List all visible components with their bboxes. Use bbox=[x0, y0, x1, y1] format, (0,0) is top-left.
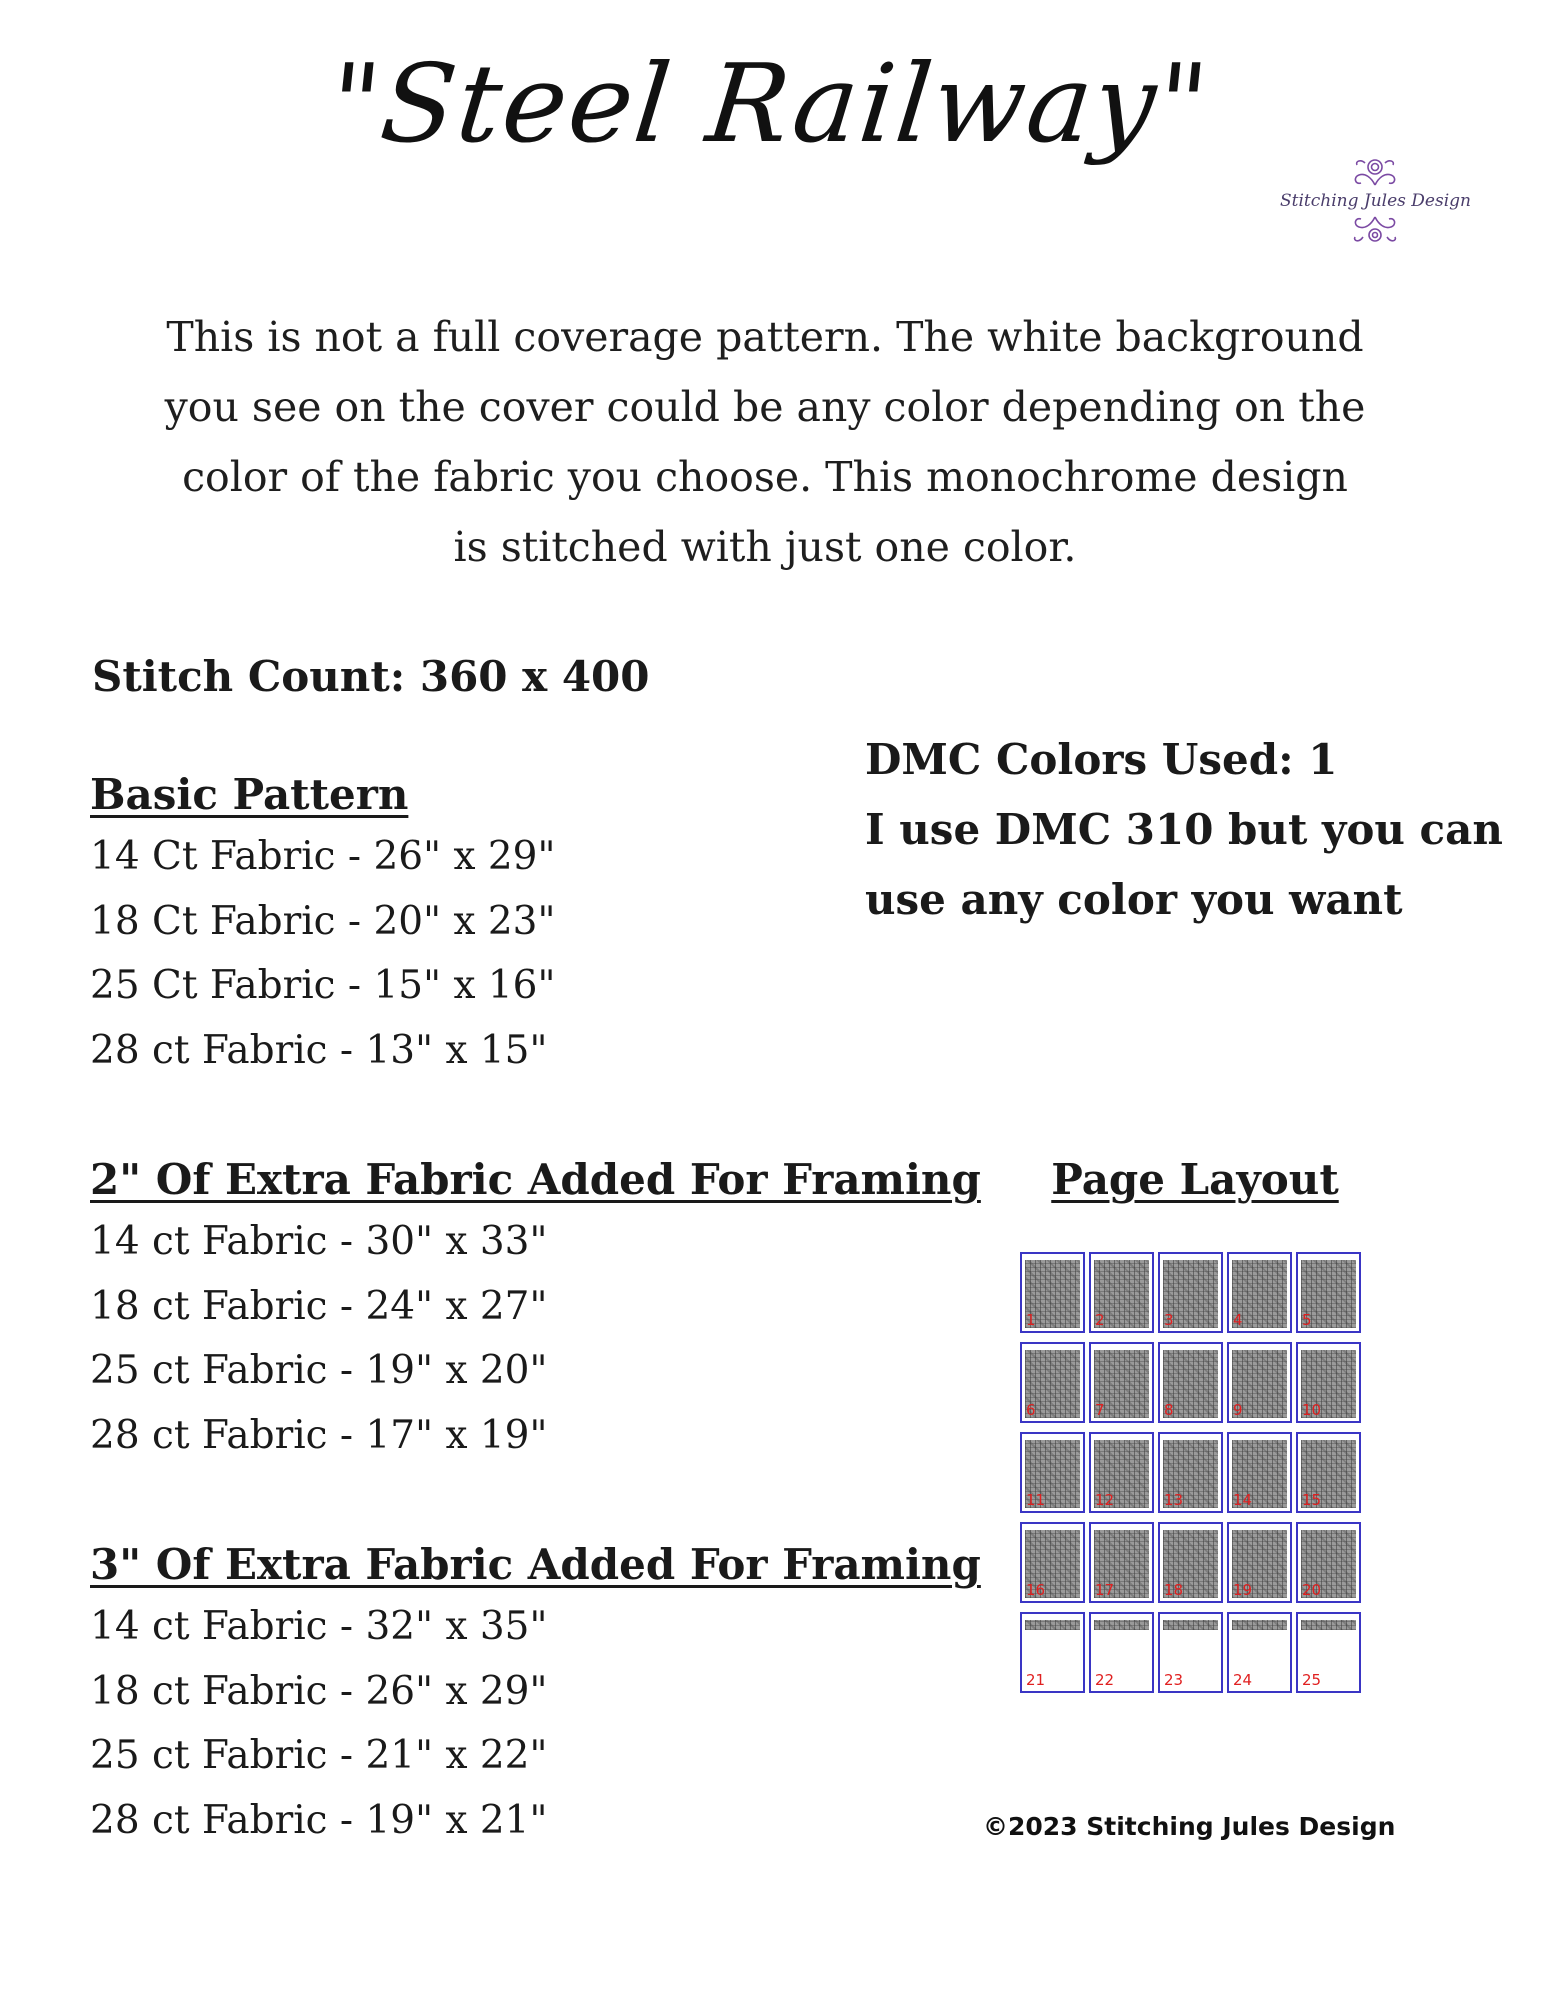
section-heading: 2" Of Extra Fabric Added For Framing bbox=[90, 1155, 981, 1204]
section-heading: 3" Of Extra Fabric Added For Framing bbox=[90, 1540, 981, 1589]
page-layout-heading: Page Layout bbox=[1051, 1155, 1339, 1204]
page-number: 5 bbox=[1302, 1311, 1312, 1329]
page-number: 13 bbox=[1164, 1491, 1184, 1509]
page-thumbnail bbox=[1296, 1252, 1361, 1333]
page-number: 16 bbox=[1026, 1581, 1046, 1599]
page-number: 22 bbox=[1095, 1671, 1115, 1689]
page-thumbnail bbox=[1296, 1432, 1361, 1513]
fabric-size-line: 25 ct Fabric - 21" x 22" bbox=[90, 1733, 548, 1778]
fabric-size-line: 25 Ct Fabric - 15" x 16" bbox=[90, 963, 556, 1008]
fabric-size-line: 28 ct Fabric - 17" x 19" bbox=[90, 1412, 548, 1458]
page-number: 6 bbox=[1026, 1401, 1036, 1419]
brand-logo bbox=[1280, 155, 1470, 260]
page-thumbnail bbox=[1020, 1612, 1085, 1693]
page-thumbnail bbox=[1227, 1342, 1292, 1423]
page-number: 4 bbox=[1233, 1311, 1243, 1329]
page-thumbnail bbox=[1296, 1342, 1361, 1423]
page-number: 7 bbox=[1095, 1401, 1105, 1419]
page-preview-image bbox=[1232, 1620, 1287, 1630]
page-thumbnail bbox=[1089, 1252, 1154, 1333]
page-number: 10 bbox=[1302, 1401, 1322, 1419]
fabric-size-line: 18 ct Fabric - 26" x 29" bbox=[90, 1668, 548, 1714]
page-thumbnail bbox=[1227, 1612, 1292, 1693]
page-number: 20 bbox=[1302, 1581, 1322, 1599]
fabric-size-line: 18 ct Fabric - 24" x 27" bbox=[90, 1283, 548, 1329]
page-thumbnail bbox=[1158, 1432, 1223, 1513]
fabric-size-line: 14 ct Fabric - 32" x 35" bbox=[90, 1604, 548, 1649]
section-heading: Basic Pattern bbox=[90, 770, 409, 819]
fabric-size-line: 28 ct Fabric - 19" x 21" bbox=[90, 1797, 548, 1843]
page-title: "Steel Railway" bbox=[323, 42, 1216, 167]
dmc-line: use any color you want bbox=[865, 875, 1403, 924]
fabric-size-line: 14 Ct Fabric - 26" x 29" bbox=[90, 834, 556, 879]
page-thumbnail bbox=[1020, 1522, 1085, 1603]
page-number: 15 bbox=[1302, 1491, 1322, 1509]
page-thumbnail bbox=[1158, 1342, 1223, 1423]
page-number: 12 bbox=[1095, 1491, 1115, 1509]
page-thumbnail bbox=[1089, 1522, 1154, 1603]
page-thumbnail bbox=[1089, 1612, 1154, 1693]
page-number: 1 bbox=[1026, 1311, 1036, 1329]
page-preview-image bbox=[1163, 1620, 1218, 1630]
intro-line: This is not a full coverage pattern. The white background bbox=[166, 313, 1364, 361]
page-thumbnail bbox=[1089, 1432, 1154, 1513]
page-thumbnail bbox=[1296, 1522, 1361, 1603]
page-number: 25 bbox=[1302, 1671, 1322, 1689]
dmc-line: DMC Colors Used: 1 bbox=[865, 735, 1338, 784]
page-layout-grid bbox=[1020, 1252, 1365, 1693]
page-number: 3 bbox=[1164, 1311, 1174, 1329]
copyright-notice: ©2023 Stitching Jules Design bbox=[983, 1812, 1396, 1841]
fabric-size-line: 18 Ct Fabric - 20" x 23" bbox=[90, 898, 556, 944]
page-thumbnail bbox=[1089, 1342, 1154, 1423]
dmc-line: I use DMC 310 but you can bbox=[865, 805, 1503, 854]
page-thumbnail bbox=[1158, 1252, 1223, 1333]
page-thumbnail bbox=[1227, 1432, 1292, 1513]
extra-3in-section bbox=[90, 1535, 981, 1853]
intro-line: you see on the cover could be any color depending on the bbox=[164, 383, 1366, 431]
flourish-bottom-icon bbox=[1335, 213, 1415, 247]
page-preview-image bbox=[1094, 1620, 1149, 1630]
page-number: 23 bbox=[1164, 1671, 1184, 1689]
page-number: 24 bbox=[1233, 1671, 1253, 1689]
fabric-size-line: 14 ct Fabric - 30" x 33" bbox=[90, 1219, 548, 1264]
dmc-colors-info bbox=[865, 725, 1503, 935]
page-thumbnail bbox=[1020, 1432, 1085, 1513]
logo-text: Stitching Jules Design bbox=[1280, 191, 1471, 211]
fabric-size-line: 25 ct Fabric - 19" x 20" bbox=[90, 1348, 548, 1393]
page-number: 21 bbox=[1026, 1671, 1046, 1689]
intro-line: is stitched with just one color. bbox=[453, 523, 1077, 571]
page-number: 19 bbox=[1233, 1581, 1253, 1599]
stitch-count: Stitch Count: 360 x 400 bbox=[92, 652, 650, 701]
flourish-top-icon bbox=[1335, 155, 1415, 189]
page-preview-image bbox=[1025, 1620, 1080, 1630]
page-thumbnail bbox=[1227, 1522, 1292, 1603]
page-number: 2 bbox=[1095, 1311, 1105, 1329]
intro-line: color of the fabric you choose. This monochrome design bbox=[182, 453, 1348, 501]
page-thumbnail bbox=[1296, 1612, 1361, 1693]
page-thumbnail bbox=[1158, 1612, 1223, 1693]
page-preview-image bbox=[1301, 1620, 1356, 1630]
basic-pattern-section bbox=[90, 765, 555, 1083]
page-thumbnail bbox=[1020, 1342, 1085, 1423]
page-number: 11 bbox=[1026, 1491, 1046, 1509]
page-number: 8 bbox=[1164, 1401, 1174, 1419]
page-thumbnail bbox=[1020, 1252, 1085, 1333]
extra-2in-section bbox=[90, 1150, 981, 1468]
fabric-size-line: 28 ct Fabric - 13" x 15" bbox=[90, 1027, 548, 1073]
intro-paragraph bbox=[150, 302, 1380, 582]
page-thumbnail bbox=[1227, 1252, 1292, 1333]
page-number: 18 bbox=[1164, 1581, 1184, 1599]
page-number: 14 bbox=[1233, 1491, 1253, 1509]
page-number: 9 bbox=[1233, 1401, 1243, 1419]
page-number: 17 bbox=[1095, 1581, 1115, 1599]
page-thumbnail bbox=[1158, 1522, 1223, 1603]
